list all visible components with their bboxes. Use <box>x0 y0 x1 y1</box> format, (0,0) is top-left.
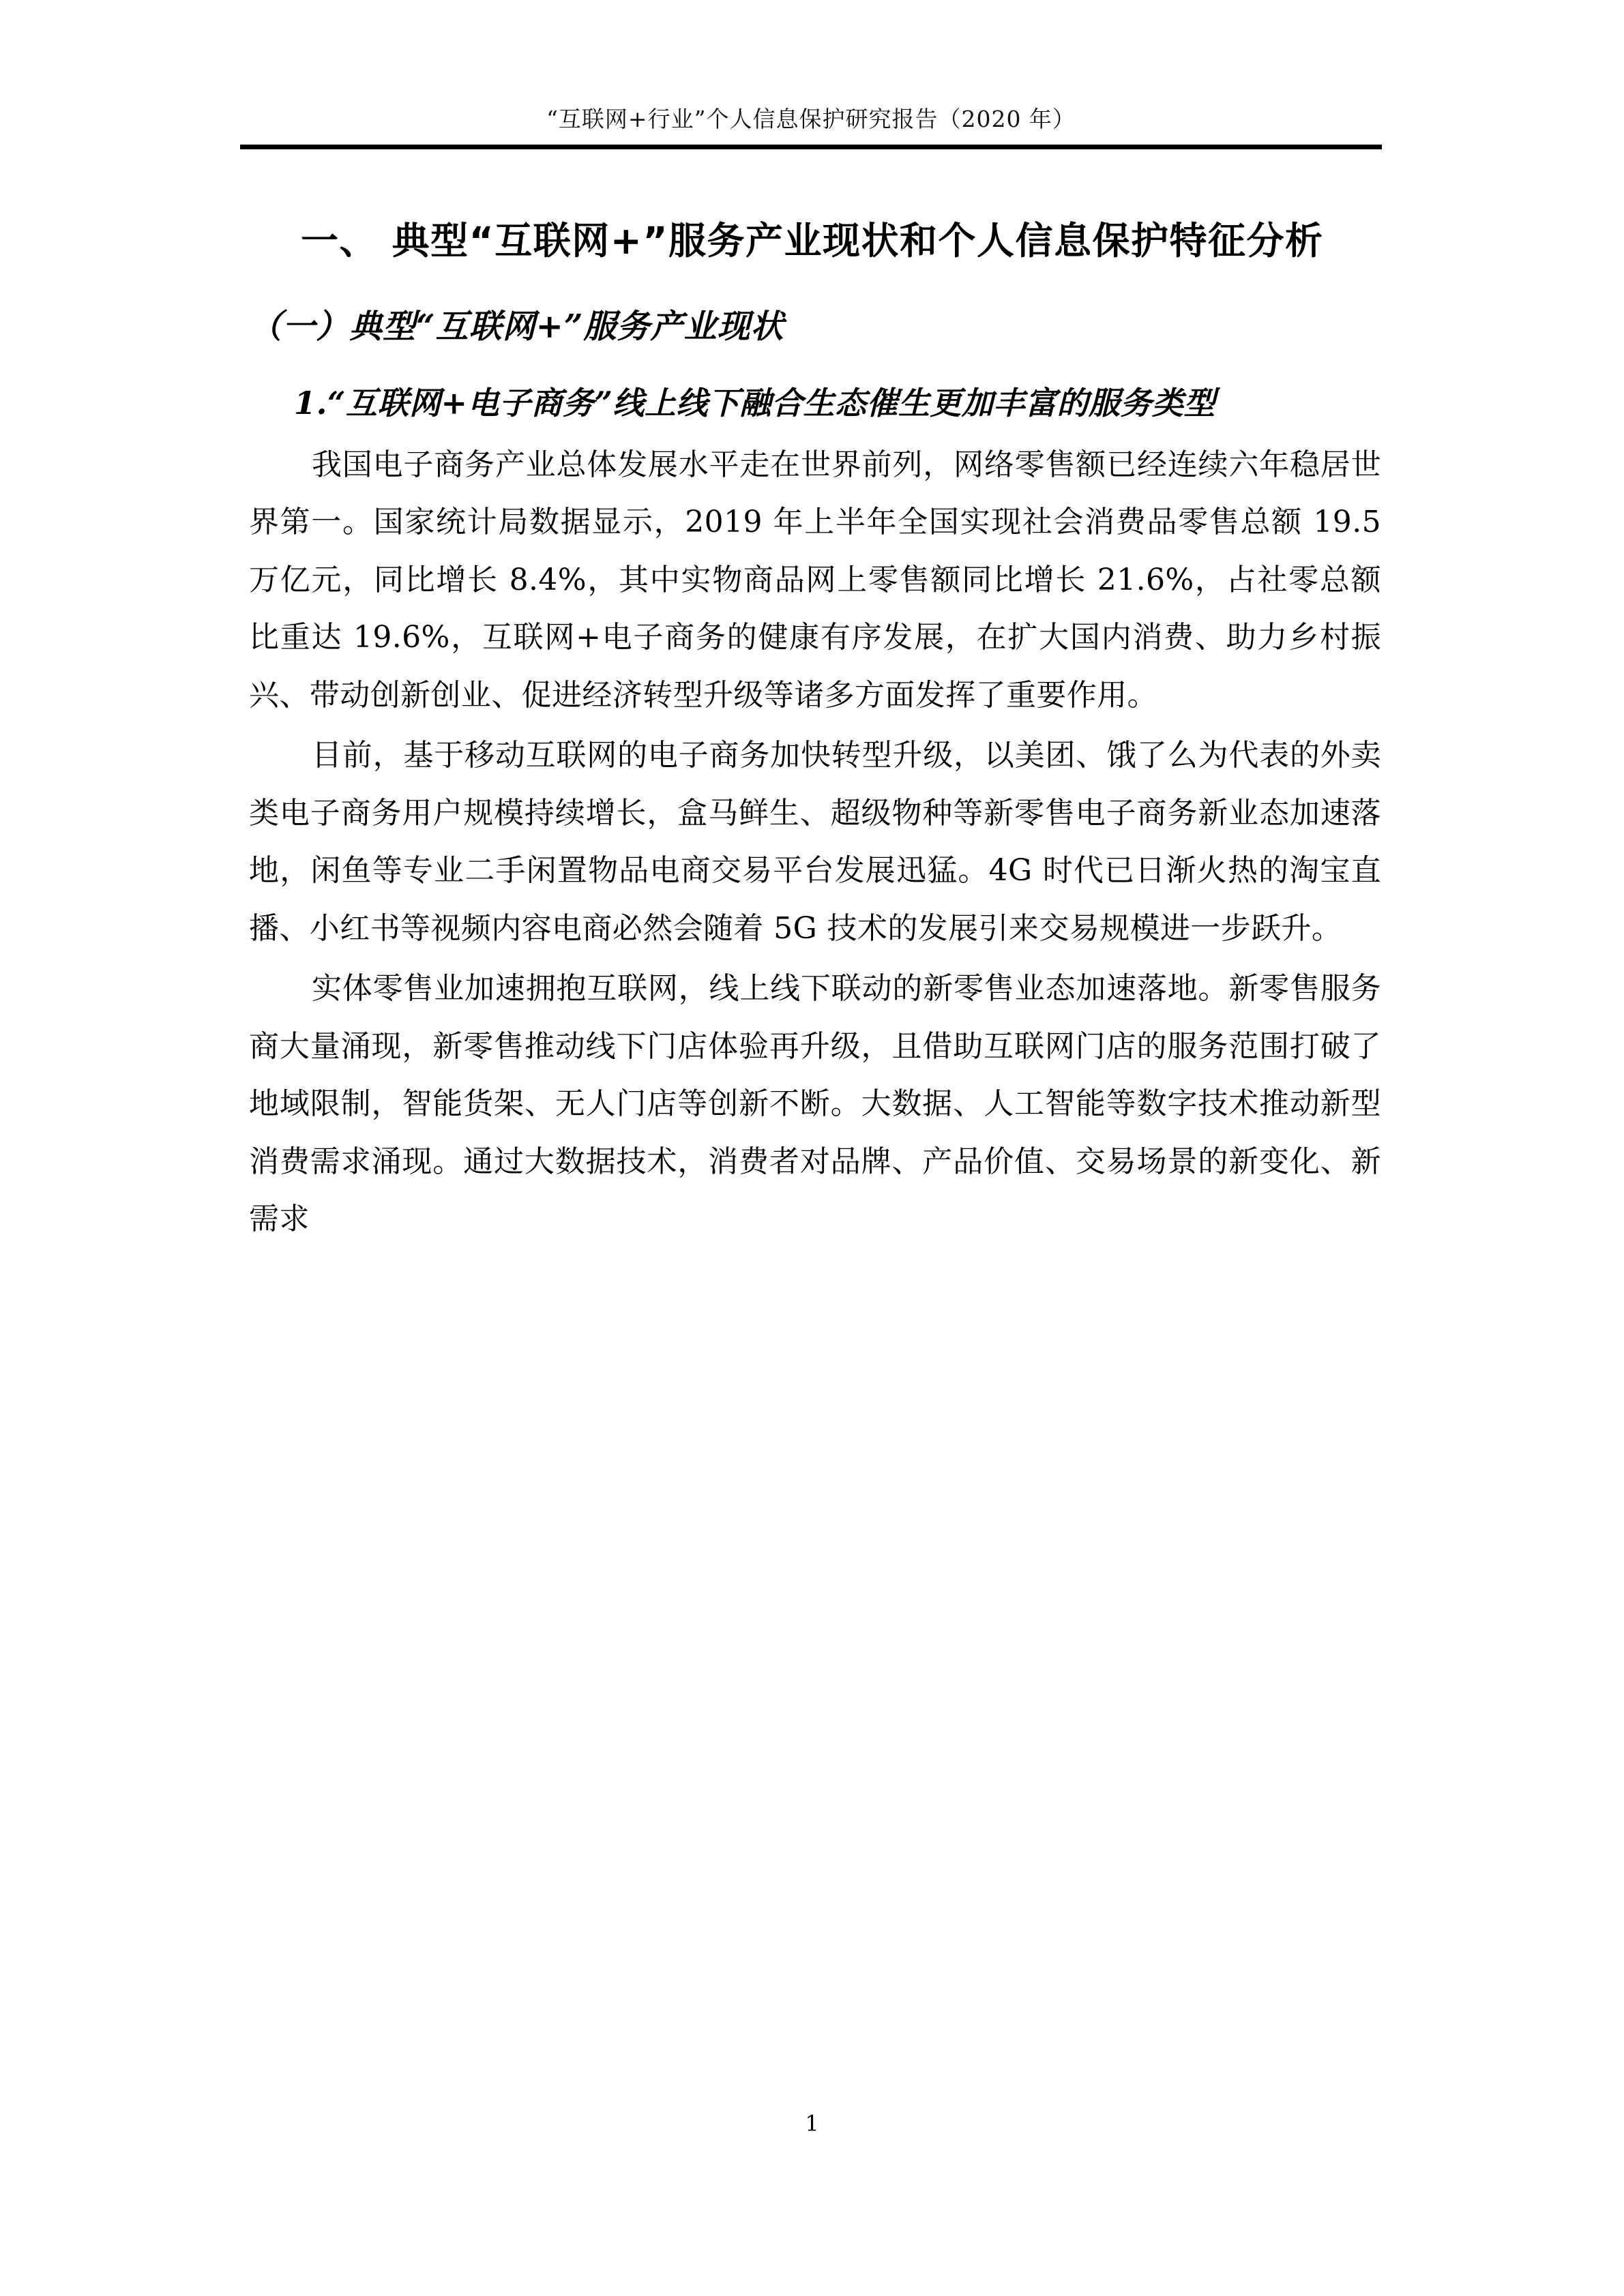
body-paragraph: 我国电子商务产业总体发展水平走在世界前列，网络零售额已经连续六年稳居世界第一。国家统计局数据显示，2019 年上半年全国实现社会消费品零售总额 19.5 万亿元，同比增长 8.4%，其中实物商品网上零售额同比增长 21.6%，占社零总额比重达 19.6%，互联网+电子商务的健康有序发展，在扩大国内消费、助力乡村振兴、带动创新创业、促进经济转型升级等诸多方面发挥了重要作用。 <box>249 447 1381 713</box>
header-divider <box>240 145 1382 149</box>
section-heading-level-3: 1.“互联网+电子商务”线上线下融合生态催生更加丰富的服务类型 <box>294 384 1215 421</box>
running-header <box>240 102 1382 155</box>
page-footer <box>0 2111 1624 2136</box>
section-heading-level-2: （一）典型“互联网+”服务产业现状 <box>249 307 784 346</box>
header-title: “互联网+行业”个人信息保护研究报告（2020 年） <box>546 106 1076 132</box>
page-number: 1 <box>805 2111 819 2136</box>
section-heading-level-1: 一、 典型“互联网+”服务产业现状和个人信息保护特征分析 <box>301 219 1324 263</box>
document-body <box>249 211 1381 1248</box>
body-paragraph: 实体零售业加速拥抱互联网，线上线下联动的新零售业态加速落地。新零售服务商大量涌现，新零售推动线下门店体验再升级，且借助互联网门店的服务范围打破了地域限制，智能货架、无人门店等创新不断。大数据、人工智能等数字技术推动新型消费需求涌现。通过大数据技术，消费者对品牌、产品价值、交易场景的新变化、新需求 <box>249 971 1381 1236</box>
body-paragraph: 目前，基于移动互联网的电子商务加快转型升级，以美团、饿了么为代表的外卖类电子商务用户规模持续增长，盒马鲜生、超级物种等新零售电子商务新业态加速落地，闲鱼等专业二手闲置物品电商交易平台发展迅猛。4G 时代已日渐火热的淘宝直播、小红书等视频内容电商必然会随着 5G 技术的发展引来交易规模进一步跃升。 <box>249 738 1381 946</box>
